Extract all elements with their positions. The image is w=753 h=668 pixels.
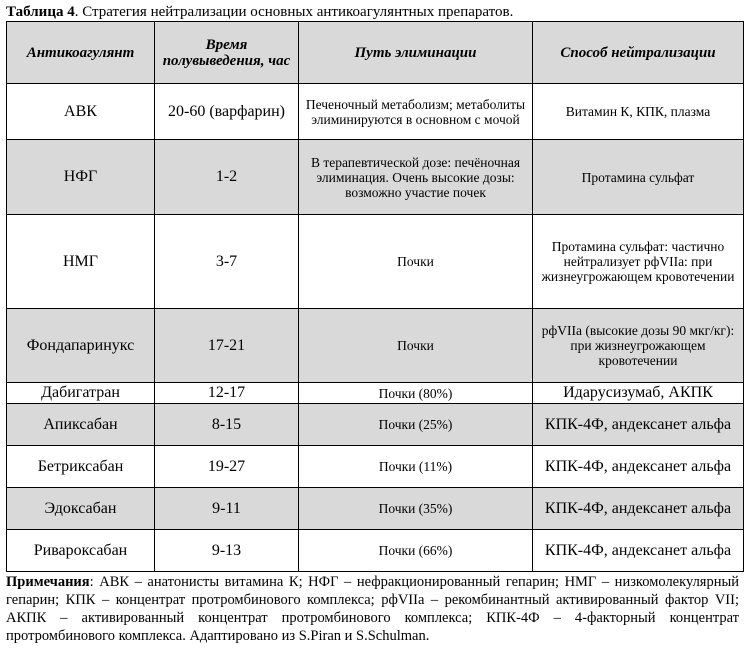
header-neutralization: Способ нейтрализации xyxy=(533,22,744,84)
elimination-cell: Почки (25%) xyxy=(299,404,533,446)
neutralization-cell: КПК-4Ф, андексанет альфа xyxy=(533,446,744,488)
neutralization-cell: рфVIIa (высокие дозы 90 мкг/кг): при жизнеугрожающем кровотечении xyxy=(533,309,744,383)
drug-cell: Ривароксабан xyxy=(7,530,155,572)
drug-cell: Апиксабан xyxy=(7,404,155,446)
header-half-life: Время полувыведения, час xyxy=(155,22,299,84)
elimination-cell: Почки xyxy=(299,309,533,383)
table-row xyxy=(7,140,744,215)
drug-cell: Фондапаринукс xyxy=(7,309,155,383)
drug-cell: НМГ xyxy=(7,215,155,309)
drug-cell: НФГ xyxy=(7,140,155,215)
neutralization-cell: Протамина сульфат xyxy=(533,140,744,215)
neutralization-cell: Витамин К, КПК, плазма xyxy=(533,84,744,140)
table-row xyxy=(7,488,744,530)
elimination-cell: Почки xyxy=(299,215,533,309)
table-header-row xyxy=(7,22,744,84)
half-life-cell: 17-21 xyxy=(155,309,299,383)
half-life-cell: 9-11 xyxy=(155,488,299,530)
neutralization-cell: КПК-4Ф, андексанет альфа xyxy=(533,530,744,572)
table-row xyxy=(7,309,744,383)
drug-cell: Дабигатран xyxy=(7,383,155,404)
half-life-cell: 3-7 xyxy=(155,215,299,309)
header-elimination: Путь элиминации xyxy=(299,22,533,84)
anticoagulant-table xyxy=(6,21,744,572)
neutralization-cell: КПК-4Ф, андексанет альфа xyxy=(533,404,744,446)
table-row xyxy=(7,404,744,446)
elimination-cell: Печеночный метаболизм; метаболиты элиминируются в основном с мочой xyxy=(299,84,533,140)
neutralization-cell: КПК-4Ф, андексанет альфа xyxy=(533,488,744,530)
drug-cell: АВК xyxy=(7,84,155,140)
half-life-cell: 8-15 xyxy=(155,404,299,446)
half-life-cell: 20-60 (варфарин) xyxy=(155,84,299,140)
table-caption xyxy=(6,3,513,21)
notes-label: Примечания xyxy=(6,574,90,590)
neutralization-cell: Протамина сульфат: частично нейтрализует рфVIIa: при жизнеугрожающем кровотечении xyxy=(533,215,744,309)
table-notes xyxy=(6,573,739,645)
table-row xyxy=(7,530,744,572)
table-row xyxy=(7,84,744,140)
elimination-cell: Почки (35%) xyxy=(299,488,533,530)
notes-text: : АВК – анатонисты витамина К; НФГ – нефракционированный гепарин; НМГ – низкомолекулярный гепарин; КПК – концентрат протромбинового комплекса; рфVIIa – рекомбинантный активированный фактор VII; АКПК – активированный концентрат протромбинового комплекса; КПК-4Ф – 4-факторный концентрат протромбинового комплекса. Адаптировано из S.Piran и S.Schulman. xyxy=(6,574,739,644)
table-row xyxy=(7,446,744,488)
elimination-cell: Почки (80%) xyxy=(299,383,533,404)
half-life-cell: 1-2 xyxy=(155,140,299,215)
elimination-cell: Почки (11%) xyxy=(299,446,533,488)
caption-text: . Стратегия нейтрализации основных антикоагулянтных препаратов. xyxy=(74,4,514,20)
elimination-cell: В терапевтической дозе: печёночная элиминация. Очень высокие дозы: возможно участие почек xyxy=(299,140,533,215)
elimination-cell: Почки (66%) xyxy=(299,530,533,572)
half-life-cell: 12-17 xyxy=(155,383,299,404)
header-drug: Антикоагулянт xyxy=(7,22,155,84)
half-life-cell: 19-27 xyxy=(155,446,299,488)
half-life-cell: 9-13 xyxy=(155,530,299,572)
table-row xyxy=(7,383,744,404)
drug-cell: Эдоксабан xyxy=(7,488,155,530)
caption-label: Таблица 4 xyxy=(6,4,75,20)
table-row xyxy=(7,215,744,309)
neutralization-cell: Идарусизумаб, АКПК xyxy=(533,383,744,404)
drug-cell: Бетриксабан xyxy=(7,446,155,488)
